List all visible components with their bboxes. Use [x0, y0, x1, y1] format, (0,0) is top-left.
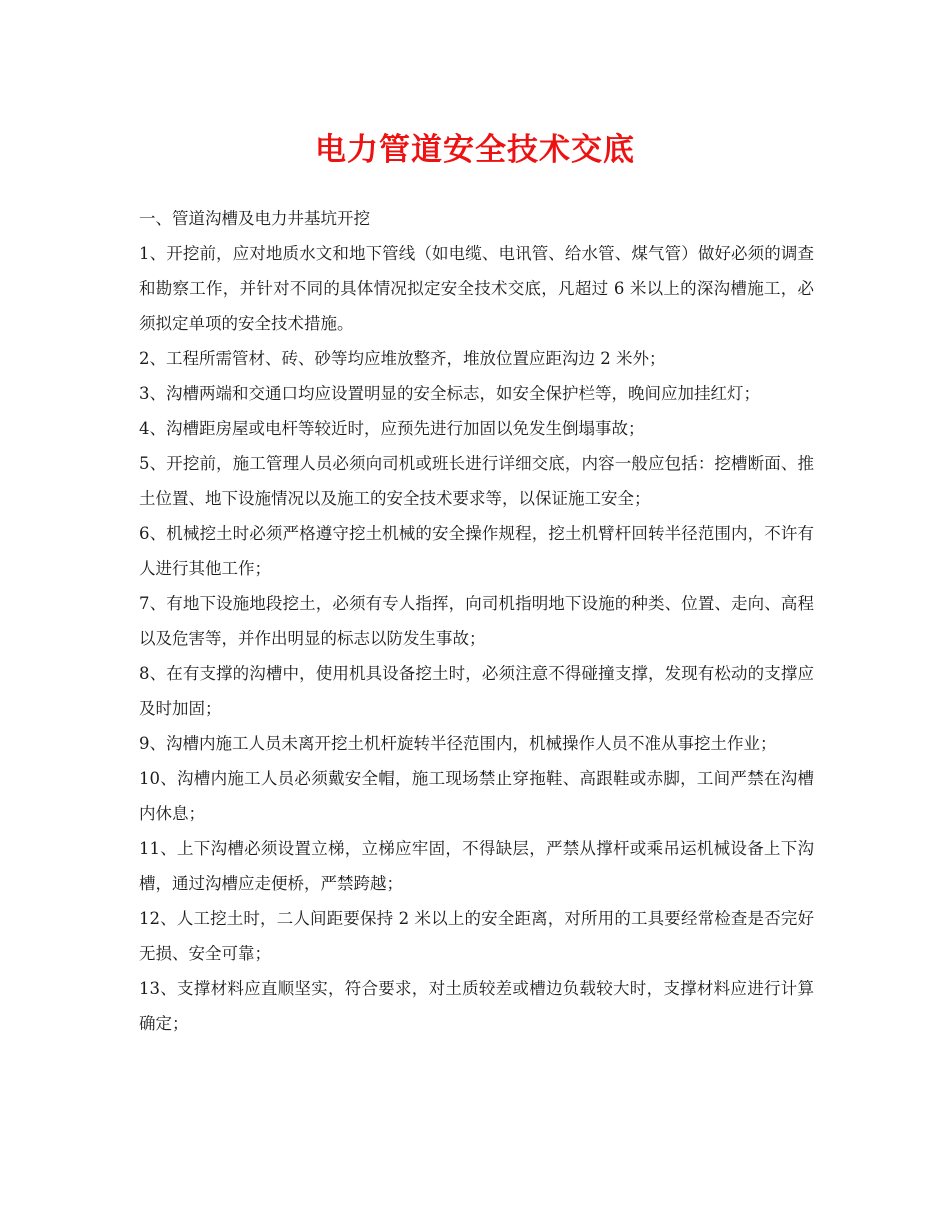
- list-item: 6、机械挖土时必须严格遵守挖土机械的安全操作规程，挖土机臂杆回转半径范围内，不许有人进行其他工作；: [139, 524, 814, 578]
- list-item: 9、沟槽内施工人员未离开挖土机杆旋转半径范围内，机械操作人员不准从事挖土作业；: [139, 734, 777, 753]
- section-heading: 一、管道沟槽及电力井基坑开挖: [139, 209, 370, 228]
- list-item: 5、开挖前，施工管理人员必须向司机或班长进行详细交底，内容一般应包括：挖槽断面、推土位置、地下设施情况以及施工的安全技术要求等，以保证施工安全；: [139, 454, 814, 508]
- list-item: 2、工程所需管材、砖、砂等均应堆放整齐，堆放位置应距沟边 2 米外；: [139, 349, 666, 368]
- list-item: 1、开挖前，应对地质水文和地下管线（如电缆、电讯管、给水管、煤气管）做好必须的调查和勘察工作，并针对不同的具体情况拟定安全技术交底，凡超过 6 米以上的深沟槽施工，必须拟定单项的安全技术措施。: [139, 244, 814, 333]
- document-title: 电力管道安全技术交底: [315, 132, 635, 168]
- list-item: 8、在有支撑的沟槽中，使用机具设备挖土时，必须注意不得碰撞支撑，发现有松动的支撑应及时加固；: [139, 664, 814, 718]
- document-body: [139, 201, 814, 1041]
- list-item: 7、有地下设施地段挖土，必须有专人指挥，向司机指明地下设施的种类、位置、走向、高程以及危害等，并作出明显的标志以防发生事故；: [139, 594, 814, 648]
- list-item: 13、支撑材料应直顺坚实，符合要求，对土质较差或槽边负载较大时，支撑材料应进行计算确定；: [139, 979, 814, 1033]
- list-item: 12、人工挖土时，二人间距要保持 2 米以上的安全距离，对所用的工具要经常检查是否完好无损、安全可靠；: [139, 909, 814, 963]
- list-item: 10、沟槽内施工人员必须戴安全帽，施工现场禁止穿拖鞋、高跟鞋或赤脚，工间严禁在沟槽内休息；: [139, 769, 814, 823]
- list-item: 11、上下沟槽必须设置立梯，立梯应牢固，不得缺层，严禁从撑杆或乘吊运机械设备上下沟槽，通过沟槽应走便桥，严禁跨越；: [139, 839, 814, 893]
- list-item: 4、沟槽距房屋或电杆等较近时，应预先进行加固以免发生倒塌事故；: [139, 419, 645, 438]
- list-item: 3、沟槽两端和交通口均应设置明显的安全标志，如安全保护栏等，晚间应加挂红灯；: [139, 384, 760, 403]
